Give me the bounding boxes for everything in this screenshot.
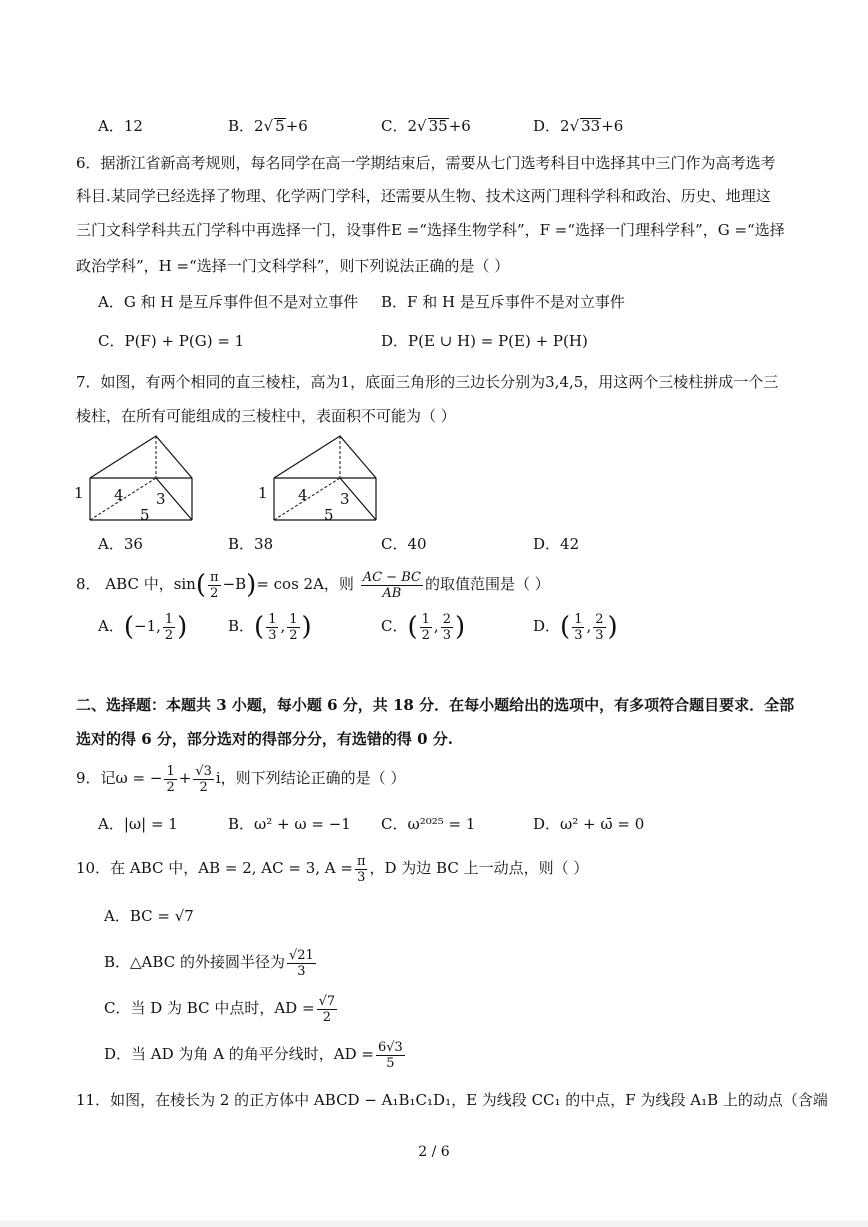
prism-left-label-4: 4 [114,486,124,504]
prism-left-label-3: 3 [156,490,166,508]
prism-left-label-height: 1 [74,484,84,502]
q9-stem: 9．记ω = − $\frac{1}{2}$ + $\frac{√3}{2}$ i，则下列结论正确的是（ ） [76,763,406,795]
q5-option-b: B．2√ 5+6 [228,117,308,135]
q9-option-c: C．ω²⁰²⁵ = 1 [381,815,476,833]
q5-option-c: C．2√ 35+6 [381,117,471,135]
page-number: 2 / 6 [418,1144,450,1160]
q6-stem-line-1: 6．据浙江省新高考规则，每名同学在高一学期结束后，需要从七门选考科目中选择其中三门作为高考选考 [76,154,776,172]
q7-option-b: B．38 [228,535,274,553]
q6-option-b: B．F 和 H 是互斥事件不是对立事件 [381,293,625,311]
q8-option-b: B．( $\frac{1}{3}$ , $\frac{1}{2}$ ) [228,611,312,643]
prism-right-label-4: 4 [298,486,308,504]
q7-stem-line-2: 棱柱，在所有可能组成的三棱柱中，表面积不可能为（ ） [76,407,456,425]
prism-right-label-5: 5 [324,506,334,524]
page-bottom-strip [0,1221,868,1227]
prism-figure-right [256,432,386,528]
q6-option-c: C．P(F) + P(G) = 1 [98,332,245,350]
q7-stem-line-1: 7．如图，有两个相同的直三棱柱，高为1，底面三角形的三边长分别为3,4,5，用这两个三棱柱拼成一个三 [76,373,779,391]
section-2-instructions-line-1: 二、选择题：本题共 3 小题，每小题 6 分，共 18 分．在每小题给出的选项中，有多项符合题目要求．全部 [76,696,795,714]
q9-option-d: D．ω² + ω̄ = 0 [533,815,645,833]
q8-option-d: D．( $\frac{1}{3}$ , $\frac{2}{3}$ ) [533,611,618,643]
q9-option-b: B．ω² + ω = −1 [228,815,351,833]
q9-option-a: A．|ω| = 1 [98,815,178,833]
q6-option-a: A．G 和 H 是互斥事件但不是对立事件 [98,293,359,311]
q8-option-c: C．( $\frac{1}{2}$ , $\frac{2}{3}$ ) [381,611,466,643]
q6-stem-line-4: 政治学科”，H =“选择一门文科学科”，则下列说法正确的是（ ） [76,257,510,275]
prism-right-label-height: 1 [258,484,268,502]
q10-option-a: A．BC = √7 [104,907,194,925]
q7-option-a: A．36 [98,535,143,553]
q5-option-d: D．2√ 33+6 [533,117,624,135]
q10-stem: 10．在 ABC 中，AB = 2, AC = 3, A = $\frac{\pi}{3}$ ，D 为边 BC 上一动点，则（ ） [76,853,589,885]
q6-option-d: D．P(E ∪ H) = P(E) + P(H) [381,332,588,350]
q8-option-a: A．(−1, $\frac{1}{2}$ ) [98,611,188,643]
q8-stem: 8． ABC 中，sin( $\frac{\pi}{2}$ −B)= cos 2A，则 $\frac{AC - BC}{AB}$ 的取值范围是（ ） [76,569,550,601]
q11-stem-line-1: 11．如图，在棱长为 2 的正方体中 ABCD − A₁B₁C₁D₁，E 为线段 CC₁ 的中点，F 为线段 A₁B 上的动点（含端 [76,1091,828,1109]
q7-option-c: C．40 [381,535,427,553]
q5-option-a: A．12 [98,117,143,135]
prism-right-label-3: 3 [340,490,350,508]
q10-option-b: B．△ABC 的外接圆半径为 $\frac{√21}{3}$ [104,947,314,979]
q10-option-d: D．当 AD 为角 A 的角平分线时，AD = $\frac{6√3}{5}$ [104,1039,403,1071]
q6-stem-line-3: 三门文科学科共五门学科中再选择一门，设事件E =“选择生物学科”，F =“选择一门理科学科”，G =“选择 [76,221,785,239]
q7-option-d: D．42 [533,535,580,553]
prism-left-label-5: 5 [140,506,150,524]
prism-figure-left [72,432,202,528]
q10-option-c: C．当 D 为 BC 中点时，AD = $\frac{√7}{2}$ [104,993,336,1025]
section-2-instructions-line-2: 选对的得 6 分，部分选对的得部分分，有选错的得 0 分. [76,730,453,748]
q6-stem-line-2: 科目.某同学已经选择了物理、化学两门学科，还需要从生物、技术这两门理科学科和政治、历史、地理这 [76,187,771,205]
